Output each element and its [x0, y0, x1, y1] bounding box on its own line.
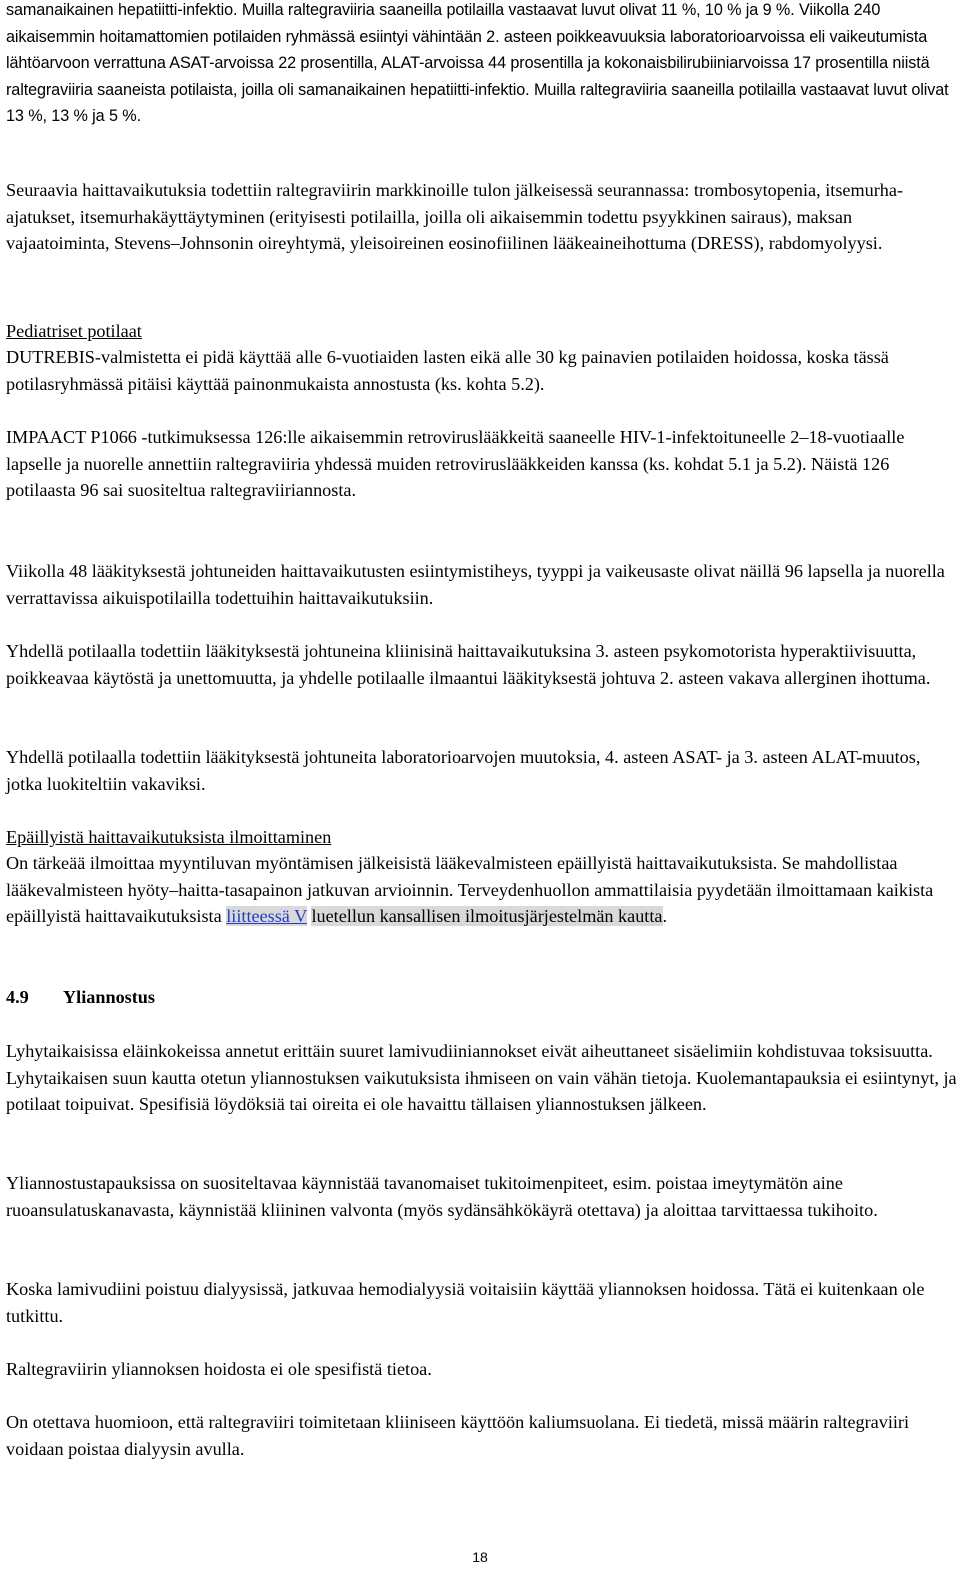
section-heading [6, 984, 958, 1010]
reporting-tail: luetellun kansallisen ilmoitusjärjestelmän kautta [311, 906, 663, 927]
overdose-paragraph-5: On otettava huomioon, että raltegraviiri toimitetaan kliiniseen käyttöön kaliumsuolana. Ei tiedetä, missä määrin raltegraviiri voidaan poistaa dialyysin avulla. [6, 1412, 910, 1459]
reporting-paragraph [6, 850, 958, 930]
section-title: Yliannostus [63, 987, 155, 1007]
overdose-paragraph-1: Lyhytaikaisissa eläinkokeissa annetut erittäin suuret lamivudiiniannokset eivät aiheuttaneet sisäelimiin kohdistuvaa toksisuutta. Lyhytaikaisen suun kautta otetun yliannostuksen vaikutuksista ihmiseen on vain vähän tietoja. Kuolemantapauksia ei esiintynyt, ja potilaat toipuivat. Spesifisiä löydöksiä tai oireita ei ole havaittu tällaisen yliannostuksen jälkeen. [6, 1041, 957, 1115]
pediatric-paragraph-4: Yhdellä potilaalla todettiin lääkityksestä johtuneina kliinisinä haittavaikutuksina 3. asteen psykomotorista hyperaktiivisuutta, poikkeavaa käytöstä ja unettomuutta, ja yhdelle potilaalle ilmaantui lääkityksestä johtuva 2. asteen vakava allerginen ihottuma. [6, 641, 931, 688]
pediatric-heading: Pediatriset potilaat [6, 321, 142, 341]
pediatric-paragraph-1: DUTREBIS-valmistetta ei pidä käyttää alle 6-vuotiaiden lasten eikä alle 30 kg painavien potilaiden hoidossa, koska tässä potilasryhmässä pitäisi käyttää painonmukaista annostusta (ks. kohta 5.2). [6, 347, 889, 394]
reporting-text: On tärkeää ilmoittaa myyntiluvan myöntämisen jälkeisistä lääkevalmisteen epäillyistä haittavaikutuksista. Se mahdollistaa lääkevalmisteen hyöty–haitta-tasapainon jatkuvan arvioinnin. Terveydenhuollon ammattilaisia pyydetään ilmoittamaan kaikista epäillyistä haittavaikutuksista [6, 853, 934, 927]
appendix-v-link[interactable]: liitteessä V [226, 906, 307, 927]
section-number: 4.9 [6, 987, 29, 1007]
pediatric-paragraph-2: IMPAACT P1066 -tutkimuksessa 126:lle aikaisemmin retroviruslääkkeitä saaneelle HIV-1-infektoituneelle 2–18-vuotiaalle lapselle ja nuorelle annettiin raltegraviiria yhdessä muiden retroviruslääkkeiden kanssa (ks. kohdat 5.1 ja 5.2). Näistä 126 potilaasta 96 sai suositeltua raltegraviiriannosta. [6, 427, 905, 501]
overdose-paragraph-4: Raltegraviirin yliannoksen hoidosta ei ole spesifistä tietoa. [6, 1359, 432, 1379]
pediatric-paragraph-5: Yhdellä potilaalla todettiin lääkityksestä johtuneita laboratorioarvojen muutoksia, 4. asteen ASAT- ja 3. asteen ALAT-muutos, jotka luokiteltiin vakaviksi. [6, 747, 921, 794]
reporting-period: . [662, 906, 668, 927]
reporting-heading: Epäillyistä haittavaikutuksista ilmoittaminen [6, 827, 332, 847]
overdose-paragraph-3: Koska lamivudiini poistuu dialyysissä, jatkuvaa hemodialyysiä voitaisiin käyttää yliannoksen hoidossa. Tätä ei kuitenkaan ole tutkittu. [6, 1279, 925, 1326]
postmarketing-paragraph: Seuraavia haittavaikutuksia todettiin raltegraviirin markkinoille tulon jälkeisessä seurannassa: trombosytopenia, itsemurha-ajatukset, itsemurhakäyttäytyminen (erityisesti potilailla, joilla oli aikaisemmin todettu psyykkinen sairaus), maksan vajaatoiminta, Stevens–Johnsonin oireyhtymä, yleisoireinen eosinofiilinen lääkeaineihottuma (DRESS), rabdomyolyysi. [6, 180, 904, 254]
hepatitis-lab-paragraph: samanaikainen hepatiitti-infektio. Muilla raltegraviiria saaneilla potilailla vastaavat luvut olivat 11 %, 10 % ja 9 %. Viikolla 240 aikaisemmin hoitamattomien potilaiden ryhmässä esiintyi vähintään 2. asteen poikkeavuuksia laboratorioarvoissa eli vaikeutumista lähtöarvoon verrattuna ASAT-arvoissa 22 prosentilla, ALAT-arvoissa 44 prosentilla ja kokonaisbilirubiiniarvoissa 17 prosentilla niistä raltegraviiria saaneista potilaista, joilla oli samanaikainen hepatiitti-infektio. Muilla raltegraviiria saaneilla potilailla vastaavat luvut olivat 13 %, 13 % ja 5 %. [6, 1, 949, 126]
overdose-paragraph-2: Yliannostustapauksissa on suositeltavaa käynnistää tavanomaiset tukitoimenpiteet, esim. poistaa imeytymätön aine ruoansulatuskanavasta, käynnistää kliininen valvonta (myös sydänsähkökäyrä otettava) ja aloittaa tarvittaessa tukihoito. [6, 1173, 878, 1220]
pediatric-paragraph-3: Viikolla 48 lääkityksestä johtuneiden haittavaikutusten esiintymistiheys, tyyppi ja vaikeusaste olivat näillä 96 lapsella ja nuorella verrattavissa aikuispotilailla todettuihin haittavaikutuksiin. [6, 561, 945, 608]
page-number: 18 [472, 1549, 488, 1565]
